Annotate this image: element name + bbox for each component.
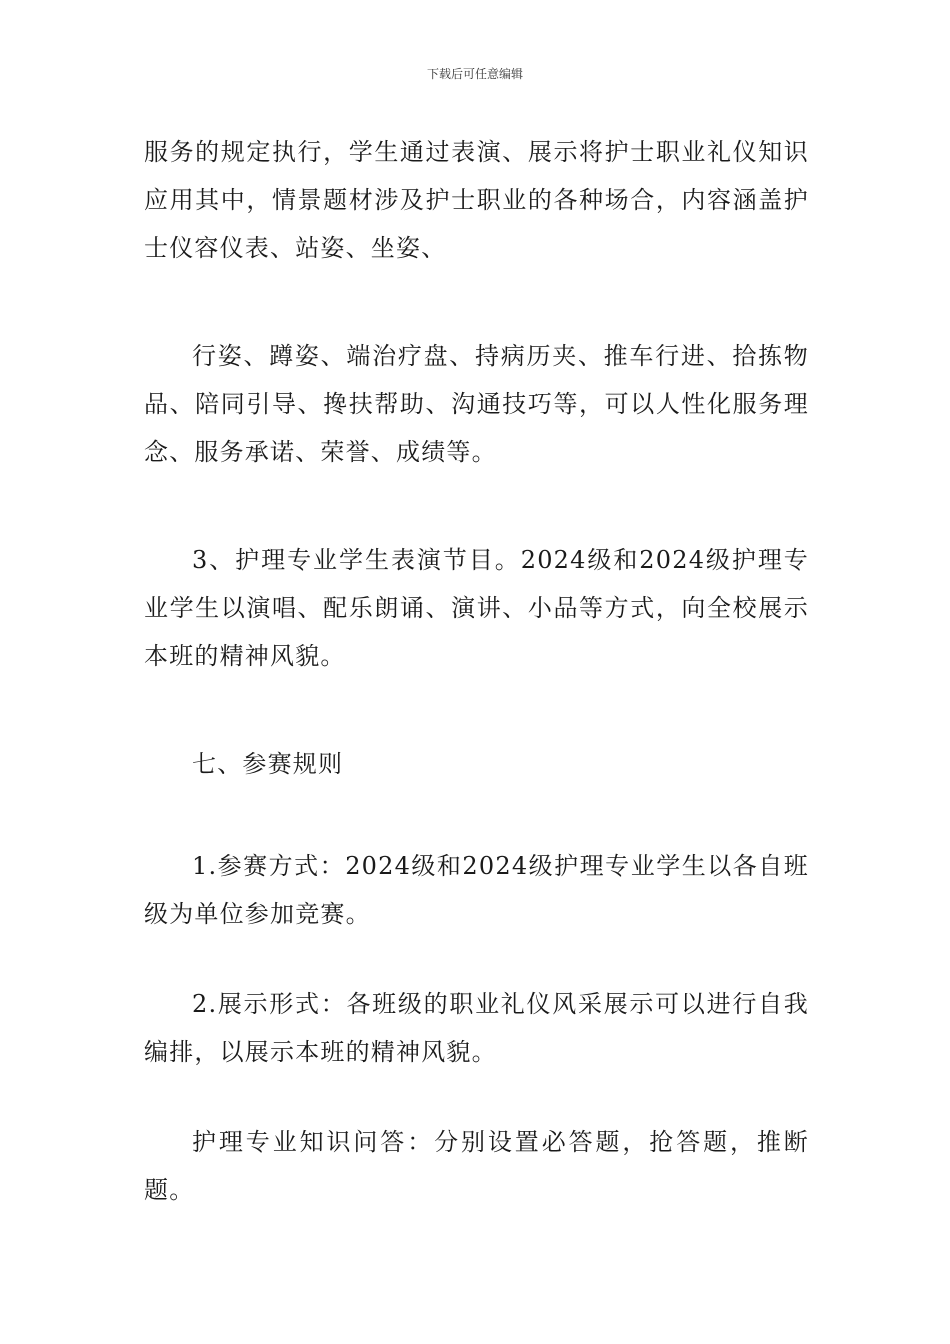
paragraph-postures: 行姿、蹲姿、端治疗盘、持病历夹、推车行进、拾拣物品、陪同引导、搀扶帮助、沟通技巧等，可以人性化服务理念、服务承诺、荣誉、成绩等。 <box>144 342 809 466</box>
section-heading-rules: 七、参赛规则 <box>192 750 344 778</box>
paragraph-etiquette-content: 服务的规定执行，学生通过表演、展示将护士职业礼仪知识应用其中，情景题材涉及护士职业的各种场合，内容涵盖护士仪容仪表、站姿、坐姿、 <box>144 138 809 262</box>
paragraph-participation-method: 1.参赛方式：2024级和2024级护理专业学生以各自班级为单位参加竞赛。 <box>144 852 809 928</box>
document-body <box>144 128 809 1214</box>
paragraph-knowledge-quiz: 护理专业知识问答：分别设置必答题，抢答题，推断题。 <box>144 1128 809 1204</box>
page-header: 下载后可任意编辑 <box>426 67 523 81</box>
paragraph-performance: 3、护理专业学生表演节目。2024级和2024级护理专业学生以演唱、配乐朗诵、演讲、小品等方式，向全校展示本班的精神风貌。 <box>144 546 809 670</box>
paragraph-display-format: 2.展示形式：各班级的职业礼仪风采展示可以进行自我编排，以展示本班的精神风貌。 <box>144 990 809 1066</box>
